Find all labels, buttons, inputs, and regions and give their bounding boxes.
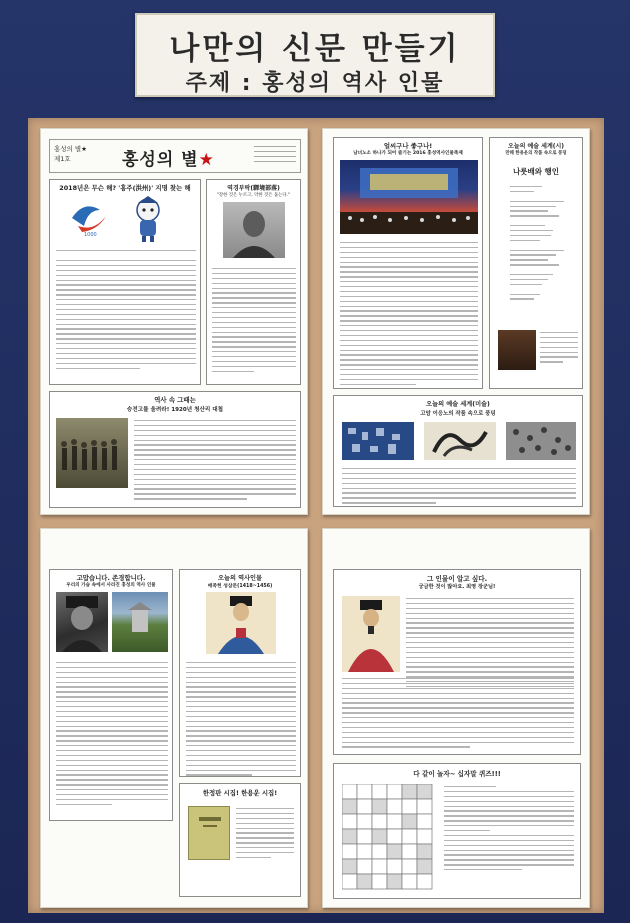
side-headline: 역경부락(驛境部落) — [227, 185, 280, 192]
interview-headline: 그 인물이 알고 싶다. — [426, 575, 488, 583]
crossword-headline: 다 같이 놀자~ 십자말 퀴즈!!! — [413, 770, 501, 778]
tribute-article — [49, 569, 173, 821]
poem-section — [489, 137, 583, 389]
figure-subheadline: 매죽헌 성삼문(1418~1456) — [207, 584, 273, 589]
festival-headline: 얼씨구나 좋구나! — [383, 142, 433, 150]
newspaper-title: 홍성의 별★ — [122, 150, 215, 170]
artwork-3 — [506, 422, 576, 460]
issue-name: 홍성의 별★ — [54, 145, 88, 153]
tribute-article-body — [56, 662, 168, 809]
side-subheadline: "강한 것은 누르고, 약한 것은 돕는다." — [216, 193, 291, 198]
interview-subheadline: 궁금한 것이 많아요. 최영 장군님! — [418, 584, 496, 590]
feature-headline: 역사 속 그때는 — [154, 396, 196, 404]
historic-photo — [56, 418, 128, 488]
portrait-photo — [223, 202, 285, 258]
newspaper-page-1 — [40, 128, 308, 515]
banner-title: 나만의 신문 만들기 — [169, 31, 461, 67]
mascot-image — [126, 194, 170, 244]
general-choi-young-portrait — [342, 596, 400, 672]
art-section — [333, 395, 583, 507]
crossword-section — [333, 763, 581, 899]
historical-figure-article — [179, 569, 301, 777]
svg-text:1000: 1000 — [84, 232, 97, 238]
feature-article-body — [134, 420, 296, 503]
tribute-headline: 고맙습니다. 존경합니다. — [76, 574, 146, 582]
logo-1000-years — [64, 196, 114, 240]
festival-article — [333, 137, 483, 389]
side-article — [206, 179, 301, 385]
book-ad-headline: 한정판 시집! 한용운 시집! — [202, 789, 278, 797]
tribute-subheadline: 우리의 가슴 속에서 사라진 홍성의 역사 인물 — [66, 583, 156, 588]
banner-subtitle: 주제 : 홍성의 역사 인물 — [185, 71, 445, 96]
artwork-1 — [342, 422, 414, 460]
poem-body — [510, 186, 564, 303]
crossword-grid[interactable] — [342, 784, 434, 892]
poem-section-subtitle: 만해 한용운의 작품 속으로 풍덩 — [505, 151, 567, 156]
book-ad-body — [236, 808, 294, 862]
historic-portrait — [56, 592, 108, 652]
art-section-title: 오늘의 예술 세계(미술) — [426, 401, 490, 408]
newspaper-page-4 — [322, 528, 590, 908]
interview-article — [333, 569, 581, 755]
figure-headline: 오늘의 역사인물 — [218, 575, 262, 582]
festival-photo — [340, 160, 478, 234]
lead-article — [49, 179, 201, 385]
newspaper-page-2 — [322, 128, 590, 515]
masthead — [49, 139, 301, 173]
art-section-subtitle: 고암 이응노의 작품 속으로 풍덩 — [420, 411, 496, 417]
book-ad — [179, 783, 301, 897]
issue-number: 제1호 — [54, 155, 71, 163]
art-section-body — [342, 468, 576, 507]
publication-info — [254, 143, 296, 162]
figure-article-body — [186, 662, 296, 779]
seong-sammun-portrait — [206, 592, 276, 654]
crossword-clues — [444, 786, 574, 874]
title-banner — [135, 13, 495, 97]
star-icon: ★ — [198, 150, 215, 170]
festival-subheadline: 남녀노소 하나가 되어 즐기는 2016 홍성역사인물축제 — [353, 151, 463, 156]
festival-article-body — [340, 242, 478, 389]
feature-article — [49, 391, 301, 508]
lead-headline: 2018년은 무슨 해? '홍주(洪州)' 지명 찾는 해 — [59, 184, 191, 192]
poem-section-title: 오늘의 예술 세계(시) — [507, 143, 565, 150]
memorial-photo — [112, 592, 168, 652]
interview-body — [406, 598, 574, 691]
side-article-body — [212, 268, 296, 376]
poem-title: 나룻배와 행인 — [512, 167, 560, 176]
han-yongun-photo — [498, 330, 536, 370]
newspaper-page-3 — [40, 528, 308, 908]
artwork-2 — [424, 422, 496, 460]
lead-article-body — [56, 260, 196, 372]
book-cover — [188, 806, 230, 860]
feature-subheadline: 승전고를 울려라! 1920년 청산리 대첩 — [126, 407, 224, 413]
